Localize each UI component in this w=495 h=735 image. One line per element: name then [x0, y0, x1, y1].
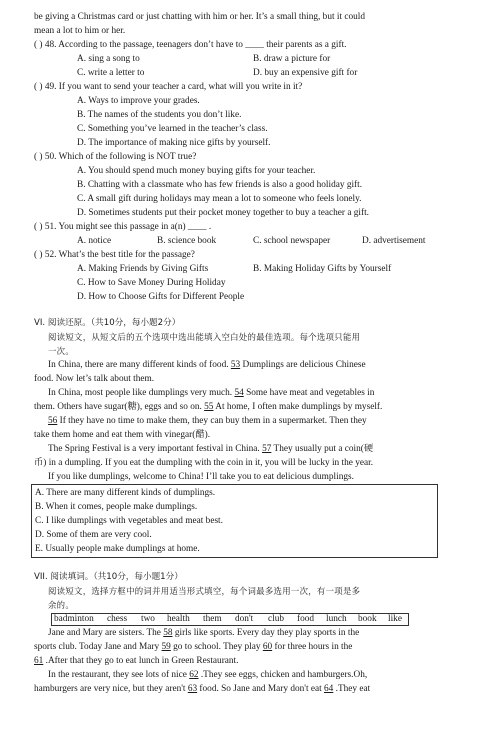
word-bank-item: health [167, 614, 190, 624]
option: C. write a letter to [77, 68, 145, 78]
option: A. Ways to improve your grades. [77, 96, 200, 106]
blank-55: 55 [204, 402, 214, 412]
option: B. Chatting with a classmate who has few friends is also a good holiday gift. [77, 180, 363, 190]
question-number: ( ) 49. [34, 82, 57, 92]
word-bank-item: badminton [54, 614, 94, 624]
passage-line: 币) in a dumpling. If you eat the dumpling with the coin in it, you will be lucky in the year. [34, 458, 374, 468]
question-51 [34, 222, 211, 233]
passage-line: sports club. Today Jane and Mary 59 go to school. They play 60 for three hours in the [34, 642, 353, 652]
question-stem: You might see this passage in a(n) ____ . [58, 222, 212, 232]
word-bank-item: like [388, 614, 402, 624]
question-48 [34, 40, 346, 51]
passage-line: them. Others have sugar(糖), eggs and so on. 55 At home, I often make dumplings by myself. [34, 402, 383, 412]
option: C. A small gift during holidays may mean a lot to someone who feels lonely. [77, 194, 362, 204]
question-stem: What’s the best title for the passage? [58, 250, 195, 260]
option: A. You should spend much money buying gifts for your teacher. [77, 166, 316, 176]
passage-line: 56 If they have no time to make them, they can buy them in a supermarket. Then they [48, 416, 367, 426]
option: D. The importance of making nice gifts by yourself. [77, 138, 271, 148]
option: A. notice [77, 236, 112, 246]
question-49 [34, 82, 302, 93]
passage-line: In China, there are many different kinds of food. 53 Dumplings are delicious Chinese [48, 360, 366, 370]
blank-53: 53 [230, 360, 241, 370]
section-7-instruction: 余的。 [48, 600, 75, 610]
section-7-instruction: 阅读短文，选择方框中的词并用适当形式填空，每个词最多选用一次，有一项是多 [48, 586, 361, 596]
option: B. Making Holiday Gifts by Yourself [253, 264, 392, 274]
word-bank-item: two [141, 614, 155, 624]
word-bank-item: book [358, 614, 377, 624]
question-number: ( ) 50. [34, 152, 57, 162]
question-number: ( ) 48. [34, 40, 57, 50]
section-6-title: VI. 阅读还原。（共10分，每小题2分） [34, 318, 181, 328]
option: C. school newspaper [253, 236, 331, 246]
blank-61: 61 [34, 656, 44, 666]
passage-line: In the restaurant, they see lots of nice 62 .They see eggs, chicken and hamburgers.Oh, [48, 670, 368, 680]
choice-d: D. Some of them are very cool. [35, 530, 152, 540]
choice-a: A. There are many different kinds of dumplings. [35, 488, 216, 498]
option: D. How to Choose Gifts for Different People [77, 292, 245, 302]
passage-line: hamburgers are very nice, but they aren't 63 food. So Jane and Mary don't eat 64 .They eat [34, 684, 371, 694]
option: D. buy an expensive gift for [253, 68, 358, 78]
choice-b: B. When it comes, people make dumplings. [35, 502, 198, 512]
word-bank-item: them [203, 614, 222, 624]
option: A. Making Friends by Giving Gifts [77, 264, 209, 274]
option: B. The names of the students you don’t like. [77, 110, 242, 120]
word-bank-item: don't [235, 614, 254, 624]
question-stem: If you want to send your teacher a card, what will you write in it? [58, 82, 303, 92]
word-bank [51, 613, 409, 626]
passage-line: food. Now let’s talk about them. [34, 374, 155, 384]
passage-line: Jane and Mary are sisters. The 58 girls like sports. Every day they play sports in the [48, 628, 360, 638]
choices-box [31, 484, 438, 558]
intro-line: be giving a Christmas card or just chatting with him or her. It’s a small thing, but it could [34, 12, 366, 22]
word-bank-item: lunch [326, 614, 347, 624]
section-7-title: VII. 阅读填词。（共10分，每小题1分） [34, 572, 183, 582]
word-bank-item: club [268, 614, 285, 624]
blank-60: 60 [262, 642, 273, 652]
blank-64: 64 [324, 684, 334, 694]
word-bank-item: chess [107, 614, 128, 624]
choice-e: E. Usually people make dumplings at home. [35, 544, 200, 554]
blank-56: 56 [48, 416, 58, 426]
question-50 [34, 152, 196, 163]
blank-57: 57 [262, 444, 272, 454]
option: D. Sometimes students put their pocket money together to buy a teacher a gift. [77, 208, 370, 218]
intro-line: mean a lot to him or her. [34, 26, 126, 36]
blank-59: 59 [161, 642, 171, 652]
option: C. Something you’ve learned in the teacher’s class. [77, 124, 268, 134]
choice-c: C. I like dumplings with vegetables and meat best. [35, 516, 223, 526]
word-bank-item: food [297, 614, 315, 624]
option: A. sing a song to [77, 54, 140, 64]
passage-line: take them home and eat them with vinegar(醋). [34, 430, 211, 440]
option: B. science book [157, 236, 217, 246]
passage-line: The Spring Festival is a very important festival in China. 57 They usually put a coin(硬 [48, 444, 374, 454]
question-stem: According to the passage, teenagers don’t have to ____ their parents as a gift. [58, 40, 347, 50]
blank-63: 63 [187, 684, 198, 694]
blank-62: 62 [189, 670, 199, 680]
section-6-instruction: 一次。 [48, 346, 75, 356]
section-6-instruction: 阅读短文，从短文后的五个选项中选出能填入空白处的最佳选项。每个选项只能用 [48, 332, 361, 342]
question-stem: Which of the following is NOT true? [58, 152, 197, 162]
question-number: ( ) 51. [34, 222, 57, 232]
passage-line: In China, most people like dumplings very much. 54 Some have meat and vegetables in [48, 388, 375, 398]
question-52 [34, 250, 195, 261]
option: D. advertisement [362, 236, 426, 246]
passage-line: 61 .After that they go to eat lunch in Green Restaurant. [34, 656, 239, 666]
option: B. draw a picture for [253, 54, 331, 64]
option: C. How to Save Money During Holiday [77, 278, 226, 288]
blank-58: 58 [163, 628, 173, 638]
question-number: ( ) 52. [34, 250, 57, 260]
blank-54: 54 [234, 388, 244, 398]
passage-line: If you like dumplings, welcome to China! I’ll take you to eat delicious dumplings. [48, 472, 354, 482]
